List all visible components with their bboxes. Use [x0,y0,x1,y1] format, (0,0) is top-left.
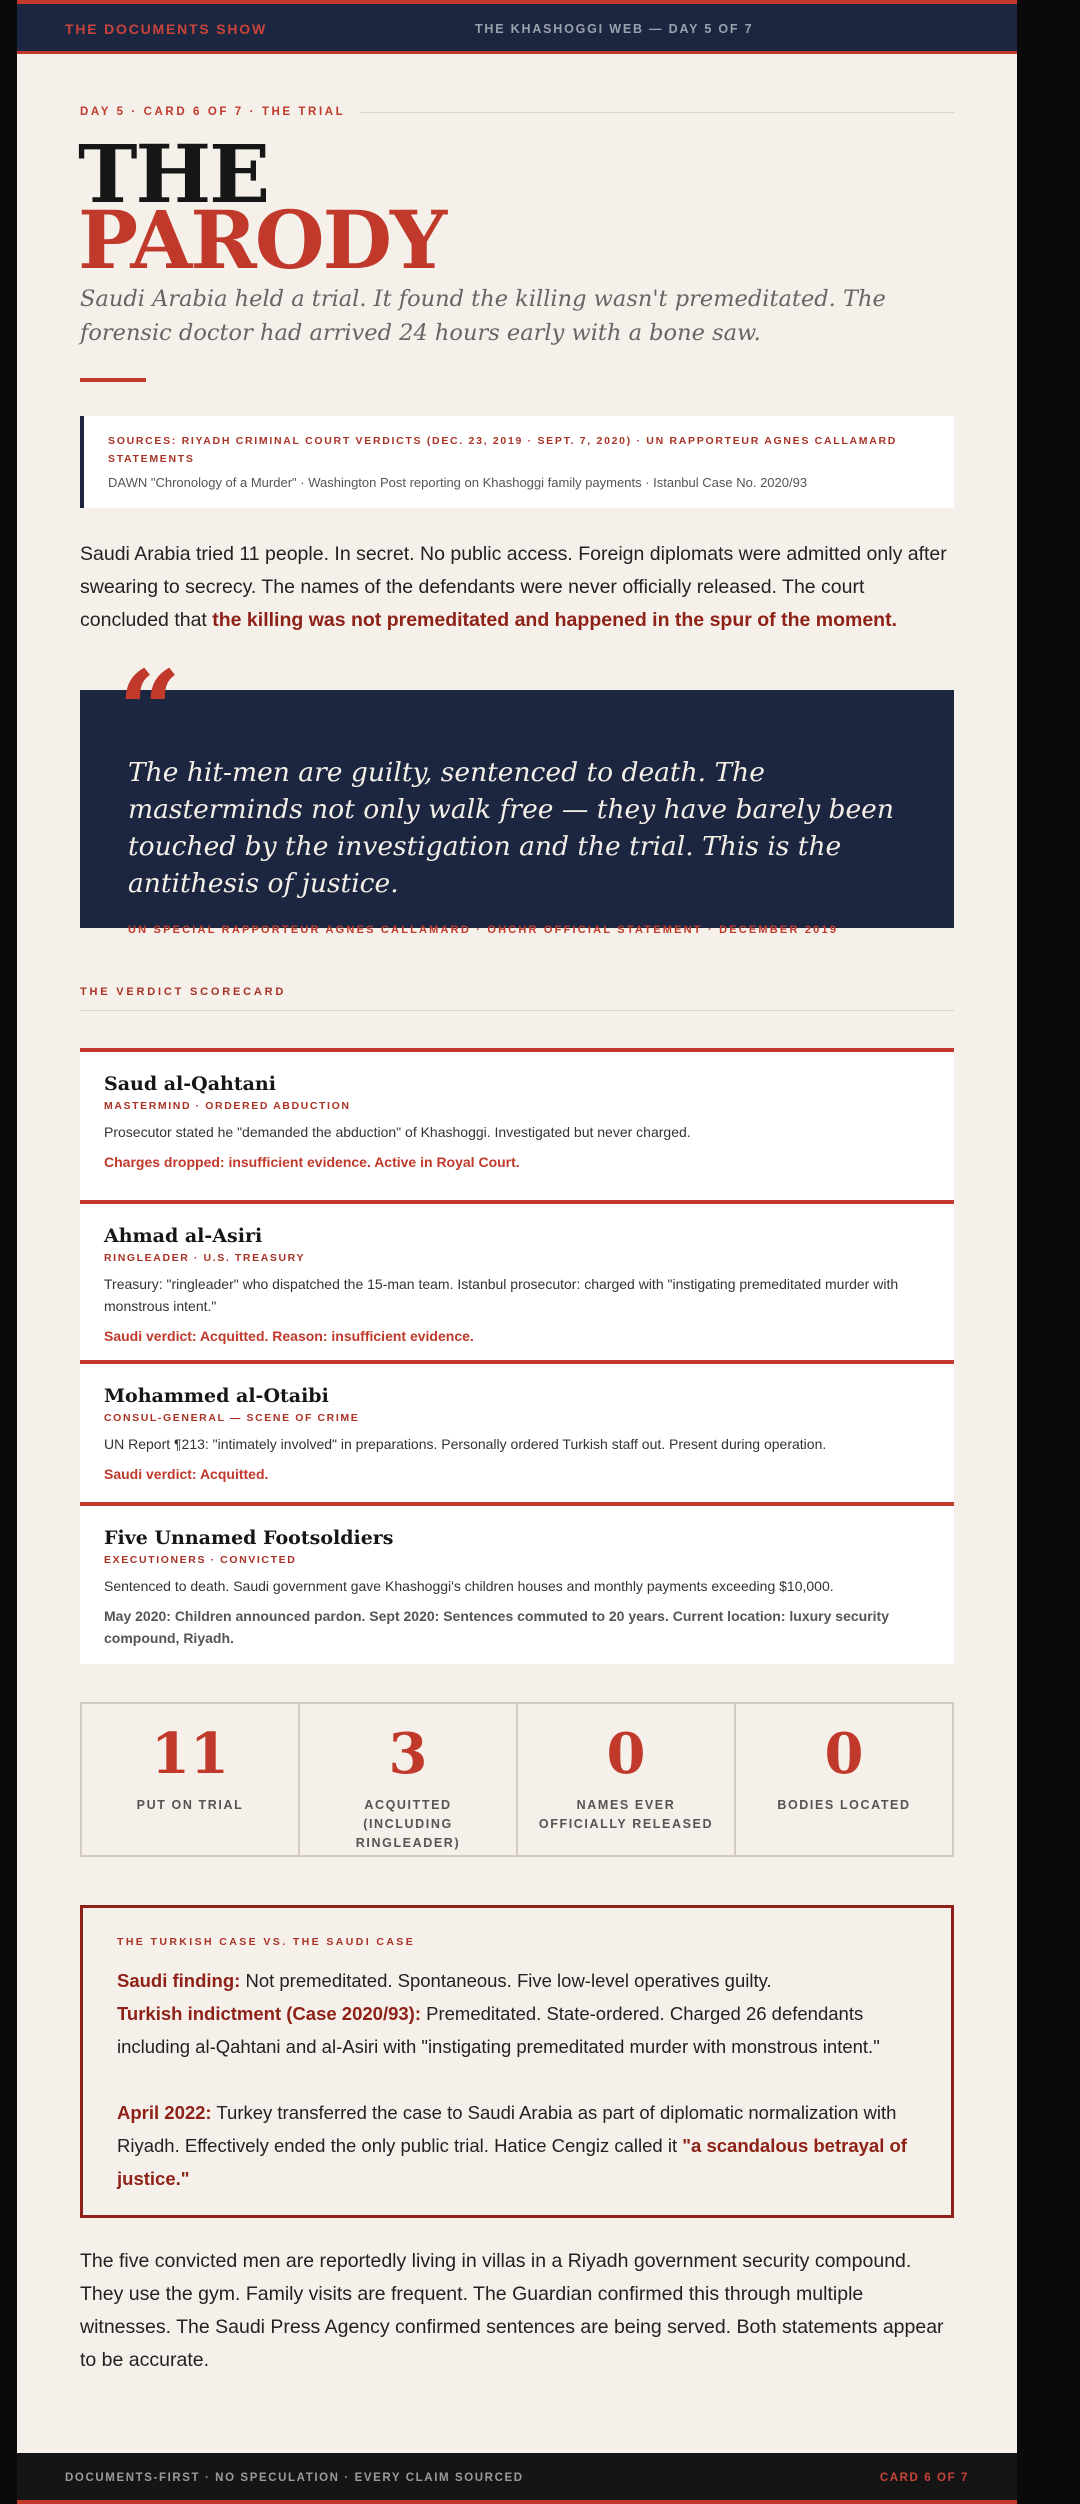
intro-emphasis: the killing was not premeditated and happened in the spur of the moment. [212,609,897,631]
april-2022-note [117,2096,917,2195]
dek: Saudi Arabia held a trial. It found the killing wasn't premeditated. The forensic doctor had arrived 24 hours early with a bone saw. [80,286,886,346]
series-title: THE KHASHOGGI WEB — DAY 5 OF 7 [475,22,754,36]
stat-names-released [518,1704,736,1855]
saudi-finding-text: Not premeditated. Spontaneous. Five low-level operatives guilty. [240,1970,772,1991]
turkish-indictment-text: Premeditated. State-ordered. Charged 26 defendants including al-Qahtani and al-Asiri with "instigating premeditated murder with monstrous intent." [117,2003,880,2057]
card-role: MASTERMIND · ORDERED ABDUCTION [104,1100,351,1112]
stat-put-on-trial [82,1704,300,1855]
verdict-scorecard [80,1048,954,1664]
card-description: Sentenced to death. Saudi government gave Khashoggi's children houses and monthly payments exceeding $10,000. [104,1578,834,1594]
card-name: Ahmad al-Asiri [104,1225,263,1247]
april-2022-quote: "a scandalous betrayal of justice." [117,2135,907,2189]
card-verdict: May 2020: Children announced pardon. Sept 2020: Sentences commuted to 20 years. Current location: luxury security compound, Riyadh. [104,1608,889,1646]
page [17,0,1017,2504]
card-description: UN Report ¶213: "intimately involved" in preparations. Personally ordered Turkish staff out. Present during operation. [104,1436,827,1452]
card-saud-al-qahtani [80,1048,954,1200]
comparison-label: THE TURKISH CASE VS. THE SAUDI CASE [117,1936,416,1948]
stat-bodies-located [736,1704,952,1855]
sources-secondary: DAWN "Chronology of a Murder" · Washington Post reporting on Khashoggi family payments · Istanbul Case No. 2020/93 [108,475,808,490]
card-role: EXECUTIONERS · CONVICTED [104,1554,297,1566]
card-description: Prosecutor stated he "demanded the abduction" of Khashoggi. Investigated but never charged. [104,1124,691,1140]
footer-card-number: CARD 6 OF 7 [879,2472,969,2484]
quote-text: The hit-men are guilty, sentenced to death. The masterminds not only walk free — they have barely been touched by the investigation and the trial. This is the antithesis of justice. [128,757,894,899]
card-description: Treasury: "ringleader" who dispatched the 15-man team. Istanbul prosecutor: charged with "instigating premeditated murder with monstrous intent." [104,1276,899,1314]
april-2022-label: April 2022: [117,2102,212,2123]
card-mohammed-al-otaibi [80,1360,954,1502]
stat-number: 0 [824,1721,864,1787]
quote-mark-icon: “ [118,646,182,775]
card-verdict: Saudi verdict: Acquitted. Reason: insufficient evidence. [104,1328,474,1344]
card-role: RINGLEADER · U.S. TREASURY [104,1252,306,1264]
sources-primary: SOURCES: RIYADH CRIMINAL COURT VERDICTS (DEC. 23, 2019 · SEPT. 7, 2020) · UN RAPPORTEUR AGNES CALLAMARD STATEMENTS [108,435,898,465]
intro-paragraph [80,538,954,637]
footer-tagline: DOCUMENTS-FIRST · NO SPECULATION · EVERY CLAIM SOURCED [65,2472,524,2484]
stat-label: PUT ON TRIAL [136,1798,244,1812]
quote-attribution: UN SPECIAL RAPPORTEUR AGNES CALLAMARD · OHCHR OFFICIAL STATEMENT · DECEMBER 2019 [128,924,839,936]
sources-box [80,416,954,508]
accent-rule [80,378,146,382]
stat-label: ACQUITTED (INCLUDING RINGLEADER) [355,1798,461,1850]
scorecard-label: THE VERDICT SCORECARD [80,986,954,1011]
april-2022-text: Turkey transferred the case to Saudi Arabia as part of diplomatic normalization with Riyadh. Effectively ended the only public trial. Hatice Cengiz called it [117,2102,897,2156]
stat-number: 3 [388,1721,428,1787]
stats-grid [80,1702,954,1857]
eyebrow-label: DAY 5 · CARD 6 OF 7 · THE TRIAL [80,106,346,118]
stat-number: 0 [606,1721,646,1787]
show-name: THE DOCUMENTS SHOW [65,21,267,37]
title-line-1: THE [78,127,269,221]
turkish-indictment [117,1997,917,2063]
card-name: Saud al-Qahtani [104,1073,276,1095]
pull-quote [80,646,954,936]
stat-number: 11 [151,1721,229,1787]
footer [17,2453,1017,2504]
comparison-box [80,1905,954,2218]
top-bar [17,0,1017,54]
intro-text: Saudi Arabia tried 11 people. In secret. No public access. Foreign diplomats were admitted only after swearing to secrecy. The names of the defendants were never officially released. The court concluded that [80,543,947,631]
card-five-unnamed-footsoldiers [80,1502,954,1664]
card-verdict: Saudi verdict: Acquitted. [104,1466,269,1482]
turkish-indictment-label: Turkish indictment (Case 2020/93): [117,2003,421,2024]
stat-label: BODIES LOCATED [777,1798,911,1812]
eyebrow-rule [359,112,954,113]
card-name: Five Unnamed Footsoldiers [104,1527,394,1549]
card-ahmad-al-asiri [80,1200,954,1360]
saudi-finding-label: Saudi finding: [117,1970,241,1991]
card-role: CONSUL-GENERAL — SCENE OF CRIME [104,1412,360,1424]
stat-label: NAMES EVER OFFICIALLY RELEASED [538,1798,714,1831]
card-name: Mohammed al-Otaibi [104,1385,329,1407]
closing-paragraph: The five convicted men are reportedly living in villas in a Riyadh government security compound. They use the gym. Family visits are frequent. The Guardian confirmed this through multiple witnesses. The Saudi Press Agency confirmed sentences are being served. Both statements appear to be accurate. [80,2250,944,2371]
card-verdict: Charges dropped: insufficient evidence. Active in Royal Court. [104,1154,520,1170]
saudi-finding [117,1964,917,1997]
title-line-2: PARODY [78,193,446,287]
eyebrow [80,104,954,120]
stat-acquitted [300,1704,518,1855]
